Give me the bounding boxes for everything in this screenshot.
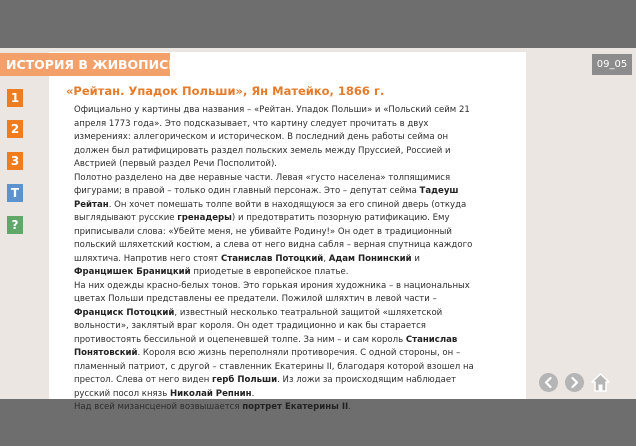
forward-button[interactable] (565, 373, 584, 392)
top-bar (0, 0, 636, 48)
paragraph-1: Официально у картины два названия – «Рейтан. Упадок Польши» и «Польский сейм 21 апреля 1773 года». Это подсказывает, что картину следует прочитать в двух измерениях: аллегорическом и историческом. В последний день работы сейма он должен был ратифицировать раздел польских земель между Пруссией, Россией и Австрией (первый раздел Речи Посполитой). (74, 105, 470, 169)
sidebar-item-3[interactable]: 3 (7, 152, 23, 170)
sidebar-item-text[interactable]: T (7, 184, 23, 202)
chevron-right-icon (565, 373, 584, 392)
paragraph-4: Над всей мизансценой возвышается портрет Екатерины II. (74, 402, 351, 412)
home-button[interactable] (590, 372, 611, 393)
paragraph-3: На них одежды красно-белых тонов. Это горькая ирония художника – в национальных цветах Польши представлены ее предатели. Пожилой шляхтич в левой части – Франциск Потоцкий, известный несколько театральной защитой «шляхетской вольности», заклятый враг короля. Он одет традиционно и как бы старается противостоять бессильной и оцепеневшей толпе. За ним – и сам король Станислав Понятовский. Короля всю жизнь переполняли противоречия. С одной стороны, он – пламенный патриот, с другой – ставленник Екатерины II, благодаря которой взошел на престол. Слева от него виден герб Польши. Из ложи за происходящим наблюдает русский посол князь Николай Репнин. (74, 280, 474, 399)
slide-code-badge: 09_05 (592, 54, 632, 75)
paragraph-2: Полотно разделено на две неравные части. Левая «густо населена» толпящимися фигурами; в правой – только один главный персонаж. Это – депутат сейма Тадеуш Рейтан. Он хочет помешать толпе войти в находящуюся за его спиной дверь (откуда выглядывают русские гренадеры) и предотвратить позорную ратификацию. Ему приписывали слова: «Убейте меня, не убивайте Родину!» Он одет в традиционный польский шляхетский костюм, а слева от него видна сабля – верная спутница каждого шляхтича. Напротив него стоят Станислав Потоцкий, Адам Понинский и Францишек Браницкий приодетые в европейское платье. (74, 172, 473, 277)
sidebar-item-quiz[interactable]: ? (7, 216, 23, 234)
back-button[interactable] (539, 373, 558, 392)
home-icon (590, 372, 611, 393)
chevron-left-icon (539, 373, 558, 392)
sidebar-item-1[interactable]: 1 (7, 89, 23, 107)
page-title: «Рейтан. Упадок Польши», Ян Матейко, 1866 г. (66, 84, 385, 98)
section-title: ИСТОРИЯ В ЖИВОПИСИ (0, 53, 170, 76)
article-text (74, 104, 478, 415)
sidebar-item-2[interactable]: 2 (7, 120, 23, 138)
